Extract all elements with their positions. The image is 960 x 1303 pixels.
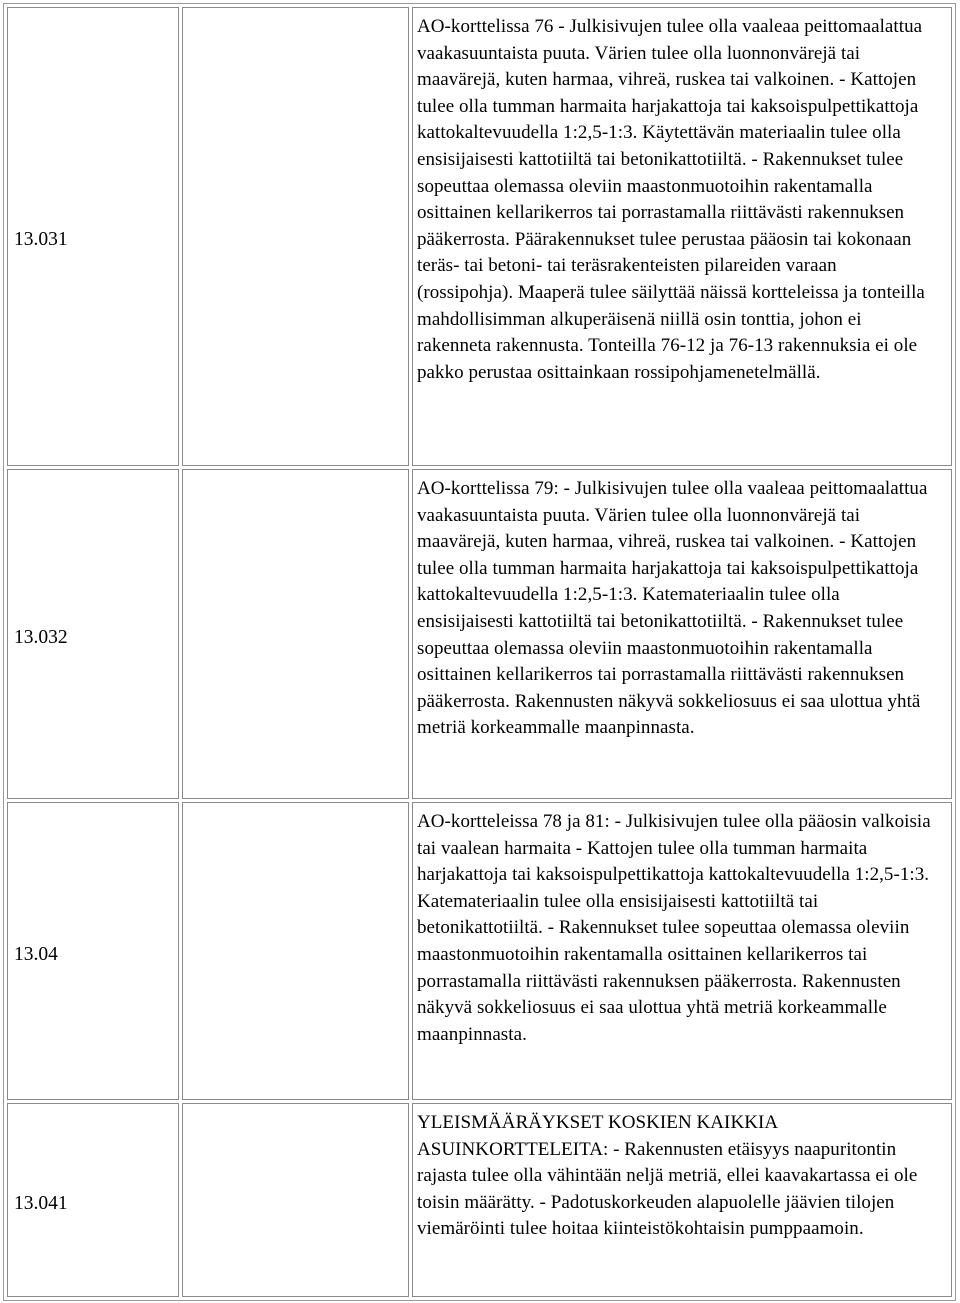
regulation-text-cell bbox=[412, 1103, 952, 1297]
regulation-text: YLEISMÄÄRÄYKSET KOSKIEN KAIKKIA ASUINKORTTELEITA: - Rakennusten etäisyys naapuritontin rajasta tulee olla vähintään neljä metriä, ellei kaavakartassa ei ole toisin määrätty. - Padotuskorkeuden alapuolelle jäävien tilojen viemäröinti tulee hoitaa kiinteistökohtaisin pumppaamoin. bbox=[417, 1112, 918, 1240]
regulation-text-cell bbox=[412, 802, 952, 1100]
table-row bbox=[7, 469, 952, 799]
table-row bbox=[7, 802, 952, 1100]
regulation-text: AO-korttelissa 76 - Julkisivujen tulee olla vaaleaa peittomaalattua vaakasuuntaista puuta. Värien tulee olla luonnonvärejä tai maavärejä, kuten harmaa, vihreä, ruskea tai valkoinen. - Kattojen tulee olla tumman harmaita harjakattoja tai kaksoispulpettikattoja kattokaltevuudella 1:2,5-1:3. Käytettävän materiaalin tulee olla ensisijaisesti kattotiiltä tai betonikattotiiltä. - Rakennukset tulee sopeuttaa olemassa oleviin maastonmuotoihin rakentamalla osittainen kellarikerros tai porrastamalla riittävästi rakennuksen pääkerrosta. Päärakennukset tulee perustaa pääosin tai kokonaan teräs- tai betoni- tai teräsrakenteisten pilareiden varaan (rossipohja). Maaperä tulee säilyttää näissä kortteleissa ja tonteilla mahdollisimman alkuperäisenä niillä osin tonttia, johon ei rakenneta rakennusta. Tonteilla 76-12 ja 76-13 rakennuksia ei ole pakko perustaa osittainkaan rossipohjamenetelmällä. bbox=[417, 16, 925, 383]
regulation-text: AO-kortteleissa 78 ja 81: - Julkisivujen tulee olla pääosin valkoisia tai vaalean harmaita - Kattojen tulee olla tumman harmaita harjakattoja tai kaksoispulpettikattoja kattokaltevuudella 1:2,5-1:3. Katemateriaalin tulee olla ensisijaisesti kattotiiltä tai betonikattotiiltä. - Rakennukset tulee sopeuttaa olemassa oleviin maastonmuotoihin rakentamalla osittainen kellarikerros tai porrastamalla riittävästi rakennuksen pääkerrosta. Rakennusten näkyvä sokkeliosuus ei saa ulottua yhtä metriä korkeammalle maanpinnasta. bbox=[417, 811, 931, 1045]
symbol-cell bbox=[182, 469, 409, 799]
symbol-cell bbox=[182, 1103, 409, 1297]
symbol-cell bbox=[182, 7, 409, 466]
regulation-code: 13.032 bbox=[7, 469, 179, 799]
table-row bbox=[7, 1103, 952, 1297]
regulation-text-cell bbox=[412, 7, 952, 466]
regulation-code: 13.04 bbox=[7, 802, 179, 1100]
regulation-text-cell bbox=[412, 469, 952, 799]
regulation-code: 13.031 bbox=[7, 7, 179, 466]
table-row bbox=[7, 7, 952, 466]
regulations-table bbox=[3, 3, 956, 1301]
symbol-cell bbox=[182, 802, 409, 1100]
regulation-text: AO-korttelissa 79: - Julkisivujen tulee olla vaaleaa peittomaalattua vaakasuuntaista puuta. Värien tulee olla luonnonvärejä tai maavärejä, kuten harmaa, vihreä, ruskea tai valkoinen. - Kattojen tulee olla tumman harmaita harjakattoja tai kaksoispulpettikattoja kattokaltevuudella 1:2,5-1:3. Katemateriaalin tulee olla ensisijaisesti kattotiiltä tai betonikattotiiltä. - Rakennukset tulee sopeuttaa olemassa oleviin maastonmuotoihin rakentamalla osittainen kellarikerros tai porrastamalla riittävästi rakennuksen pääkerrosta. Rakennusten näkyvä sokkeliosuus ei saa ulottua yhtä metriä korkeammalle maanpinnasta. bbox=[417, 478, 928, 739]
regulation-code: 13.041 bbox=[7, 1103, 179, 1297]
